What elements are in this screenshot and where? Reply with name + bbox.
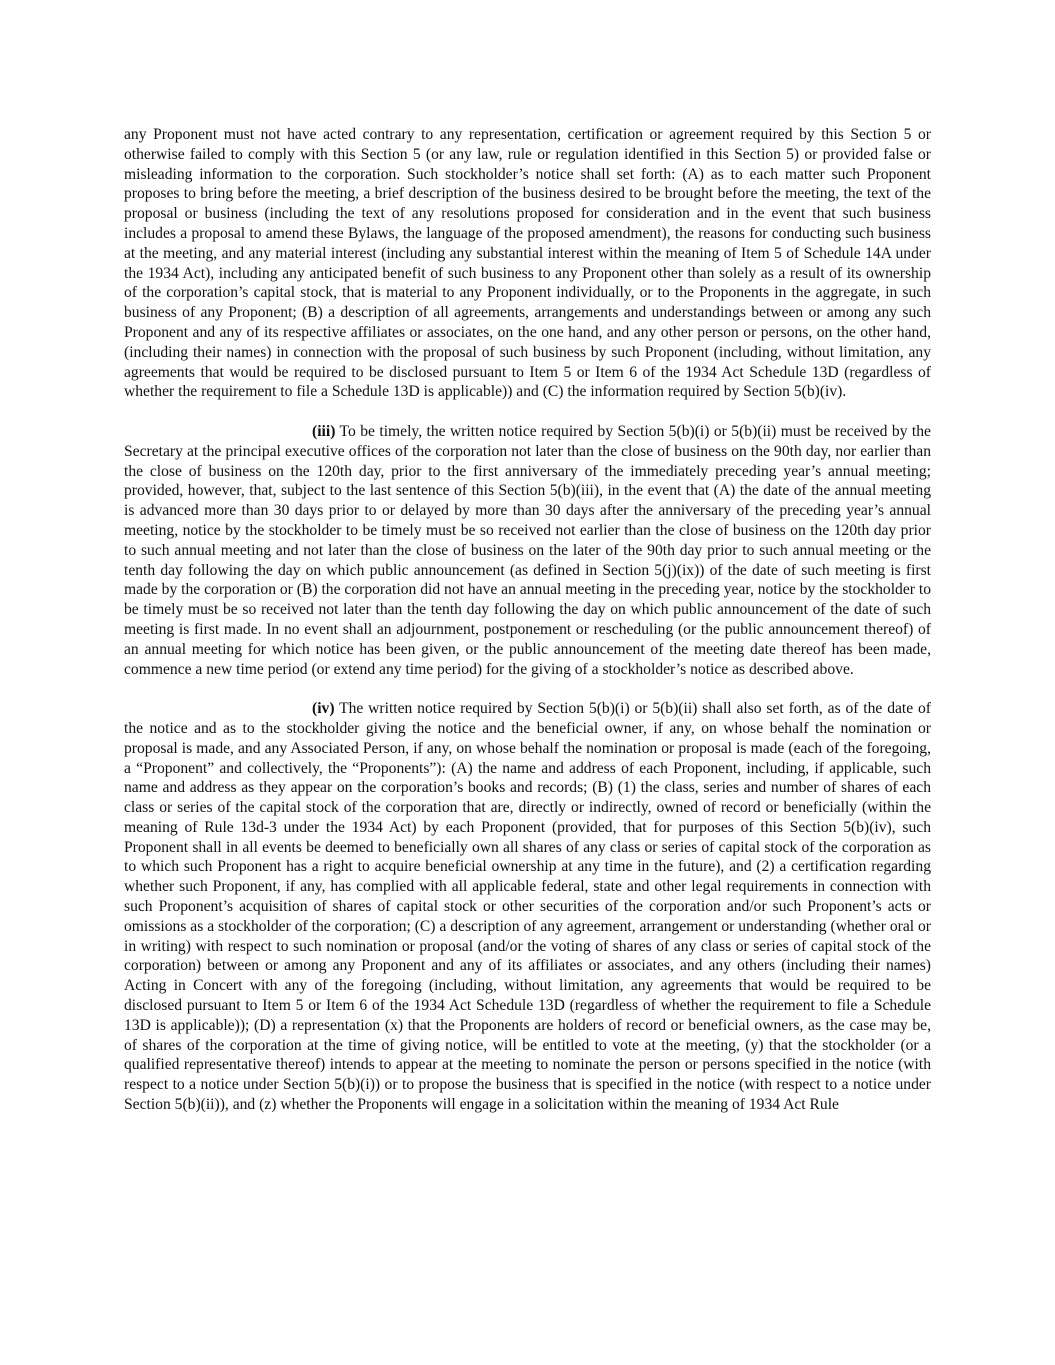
document-page xyxy=(124,125,931,1115)
paragraph-continuation xyxy=(124,125,931,402)
paragraph-section-5b-iii xyxy=(124,422,931,679)
section-label: (iii) xyxy=(312,422,336,440)
paragraph-text: any Proponent must not have acted contrary to any representation, certification or agreement required by this Section 5 or otherwise failed to comply with this Section 5 (or any law, rule or regulation identified in this Section 5) or provided false or misleading information to the corporation. Such stockholder’s notice shall set forth: (A) as to each matter such Proponent proposes to bring before the meeting, a brief description of the business desired to be brought before the meeting, the text of the proposal or business (including the text of any resolutions proposed for consideration and in the event that such business includes a proposal to amend these Bylaws, the language of the proposed amendment), the reasons for conducting such business at the meeting, and any material interest (including any substantial interest within the meaning of Item 5 of Schedule 14A under the 1934 Act), including any anticipated benefit of such business to any Proponent other than solely as a result of its ownership of the corporation’s capital stock, that is material to any Proponent individually, or to the Proponents in the aggregate, in such business of any Proponent; (B) a description of all agreements, arrangements and understandings between or among any such Proponent and any of its respective affiliates or associates, on the one hand, and any other person or persons, on the other hand, (including their names) in connection with the proposal of such business by such Proponent (including, without limitation, any agreements that would be required to be disclosed pursuant to Item 5 or Item 6 of the 1934 Act Schedule 13D (regardless of whether the requirement to file a Schedule 13D is applicable)) and (C) the information required by Section 5(b)(iv). xyxy=(124,126,931,401)
paragraph-section-5b-iv xyxy=(124,699,931,1115)
paragraph-text: The written notice required by Section 5(b)(i) or 5(b)(ii) shall also set forth, as of the date of the notice and as to the stockholder giving the notice and the beneficial owner, if any, on whose behalf the nomination or proposal is made, and any Associated Person, if any, on whose behalf the nomination or proposal is made (each of the foregoing, a “Proponent” and collectively, the “Proponents”): (A) the name and address of each Proponent, including, if applicable, such name and address as they appear on the corporation’s books and records; (B) (1) the class, series and number of shares of each class or series of the capital stock of the corporation that are, directly or indirectly, owned of record or beneficially (within the meaning of Rule 13d-3 under the 1934 Act) by each Proponent (provided, that for purposes of this Section 5(b)(iv), such Proponent shall in all events be deemed to beneficially own all shares of any class or series of capital stock of the corporation as to which such Proponent has a right to acquire beneficial ownership at any time in the future), and (2) a certification regarding whether such Proponent, if any, has complied with all applicable federal, state and other legal requirements in connection with such Proponent’s acquisition of shares of capital stock or other securities of the corporation and/or such Proponent’s acts or omissions as a stockholder of the corporation; (C) a description of any agreement, arrangement or understanding (whether oral or in writing) with respect to such nomination or proposal (and/or the voting of shares of any class or series of capital stock of the corporation) between or among any Proponent and any of its affiliates or associates, and any others (including their names) Acting in Concert with any of the foregoing (including, without limitation, any agreements that would be required to be disclosed pursuant to Item 5 or Item 6 of the 1934 Act Schedule 13D (regardless of whether the requirement to file a Schedule 13D is applicable)); (D) a representation (x) that the Proponents are holders of record or beneficial owners, as the case may be, of shares of the corporation at the time of giving notice, will be entitled to vote at the meeting, (y) that the stockholder (or a qualified representative thereof) intends to appear at the meeting to nominate the person or persons specified in the notice (with respect to a notice under Section 5(b)(i)) or to propose the business that is specified in the notice (with respect to a notice under Section 5(b)(ii)), and (z) whether the Proponents will engage in a solicitation within the meaning of 1934 Act Rule xyxy=(124,700,931,1114)
paragraph-text: To be timely, the written notice required by Section 5(b)(i) or 5(b)(ii) must be received by the Secretary at the principal executive offices of the corporation not later than the close of business on the 90th day, nor earlier than the close of business on the 120th day, prior to the first anniversary of the immediately preceding year’s annual meeting; provided, however, that, subject to the last sentence of this Section 5(b)(iii), in the event that (A) the date of the annual meeting is advanced more than 30 days prior to or delayed by more than 30 days after the anniversary of the preceding year’s annual meeting, notice by the stockholder to be timely must be so received not earlier than the close of business on the 120th day prior to such annual meeting and not later than the close of business on the later of the 90th day prior to such annual meeting or the tenth day following the day on which public announcement (as defined in Section 5(j)(ix)) of the date of such meeting is first made by the corporation or (B) the corporation did not have an annual meeting in the preceding year, notice by the stockholder to be timely must be so received not later than the tenth day following the day on which public announcement of the date of such meeting is first made. In no event shall an adjournment, postponement or rescheduling (or the public announcement thereof) of an annual meeting for which notice has been given, or the public announcement of the meeting date thereof has been made, commence a new time period (or extend any time period) for the giving of a stockholder’s notice as described above. xyxy=(124,422,931,678)
section-label: (iv) xyxy=(312,700,335,718)
